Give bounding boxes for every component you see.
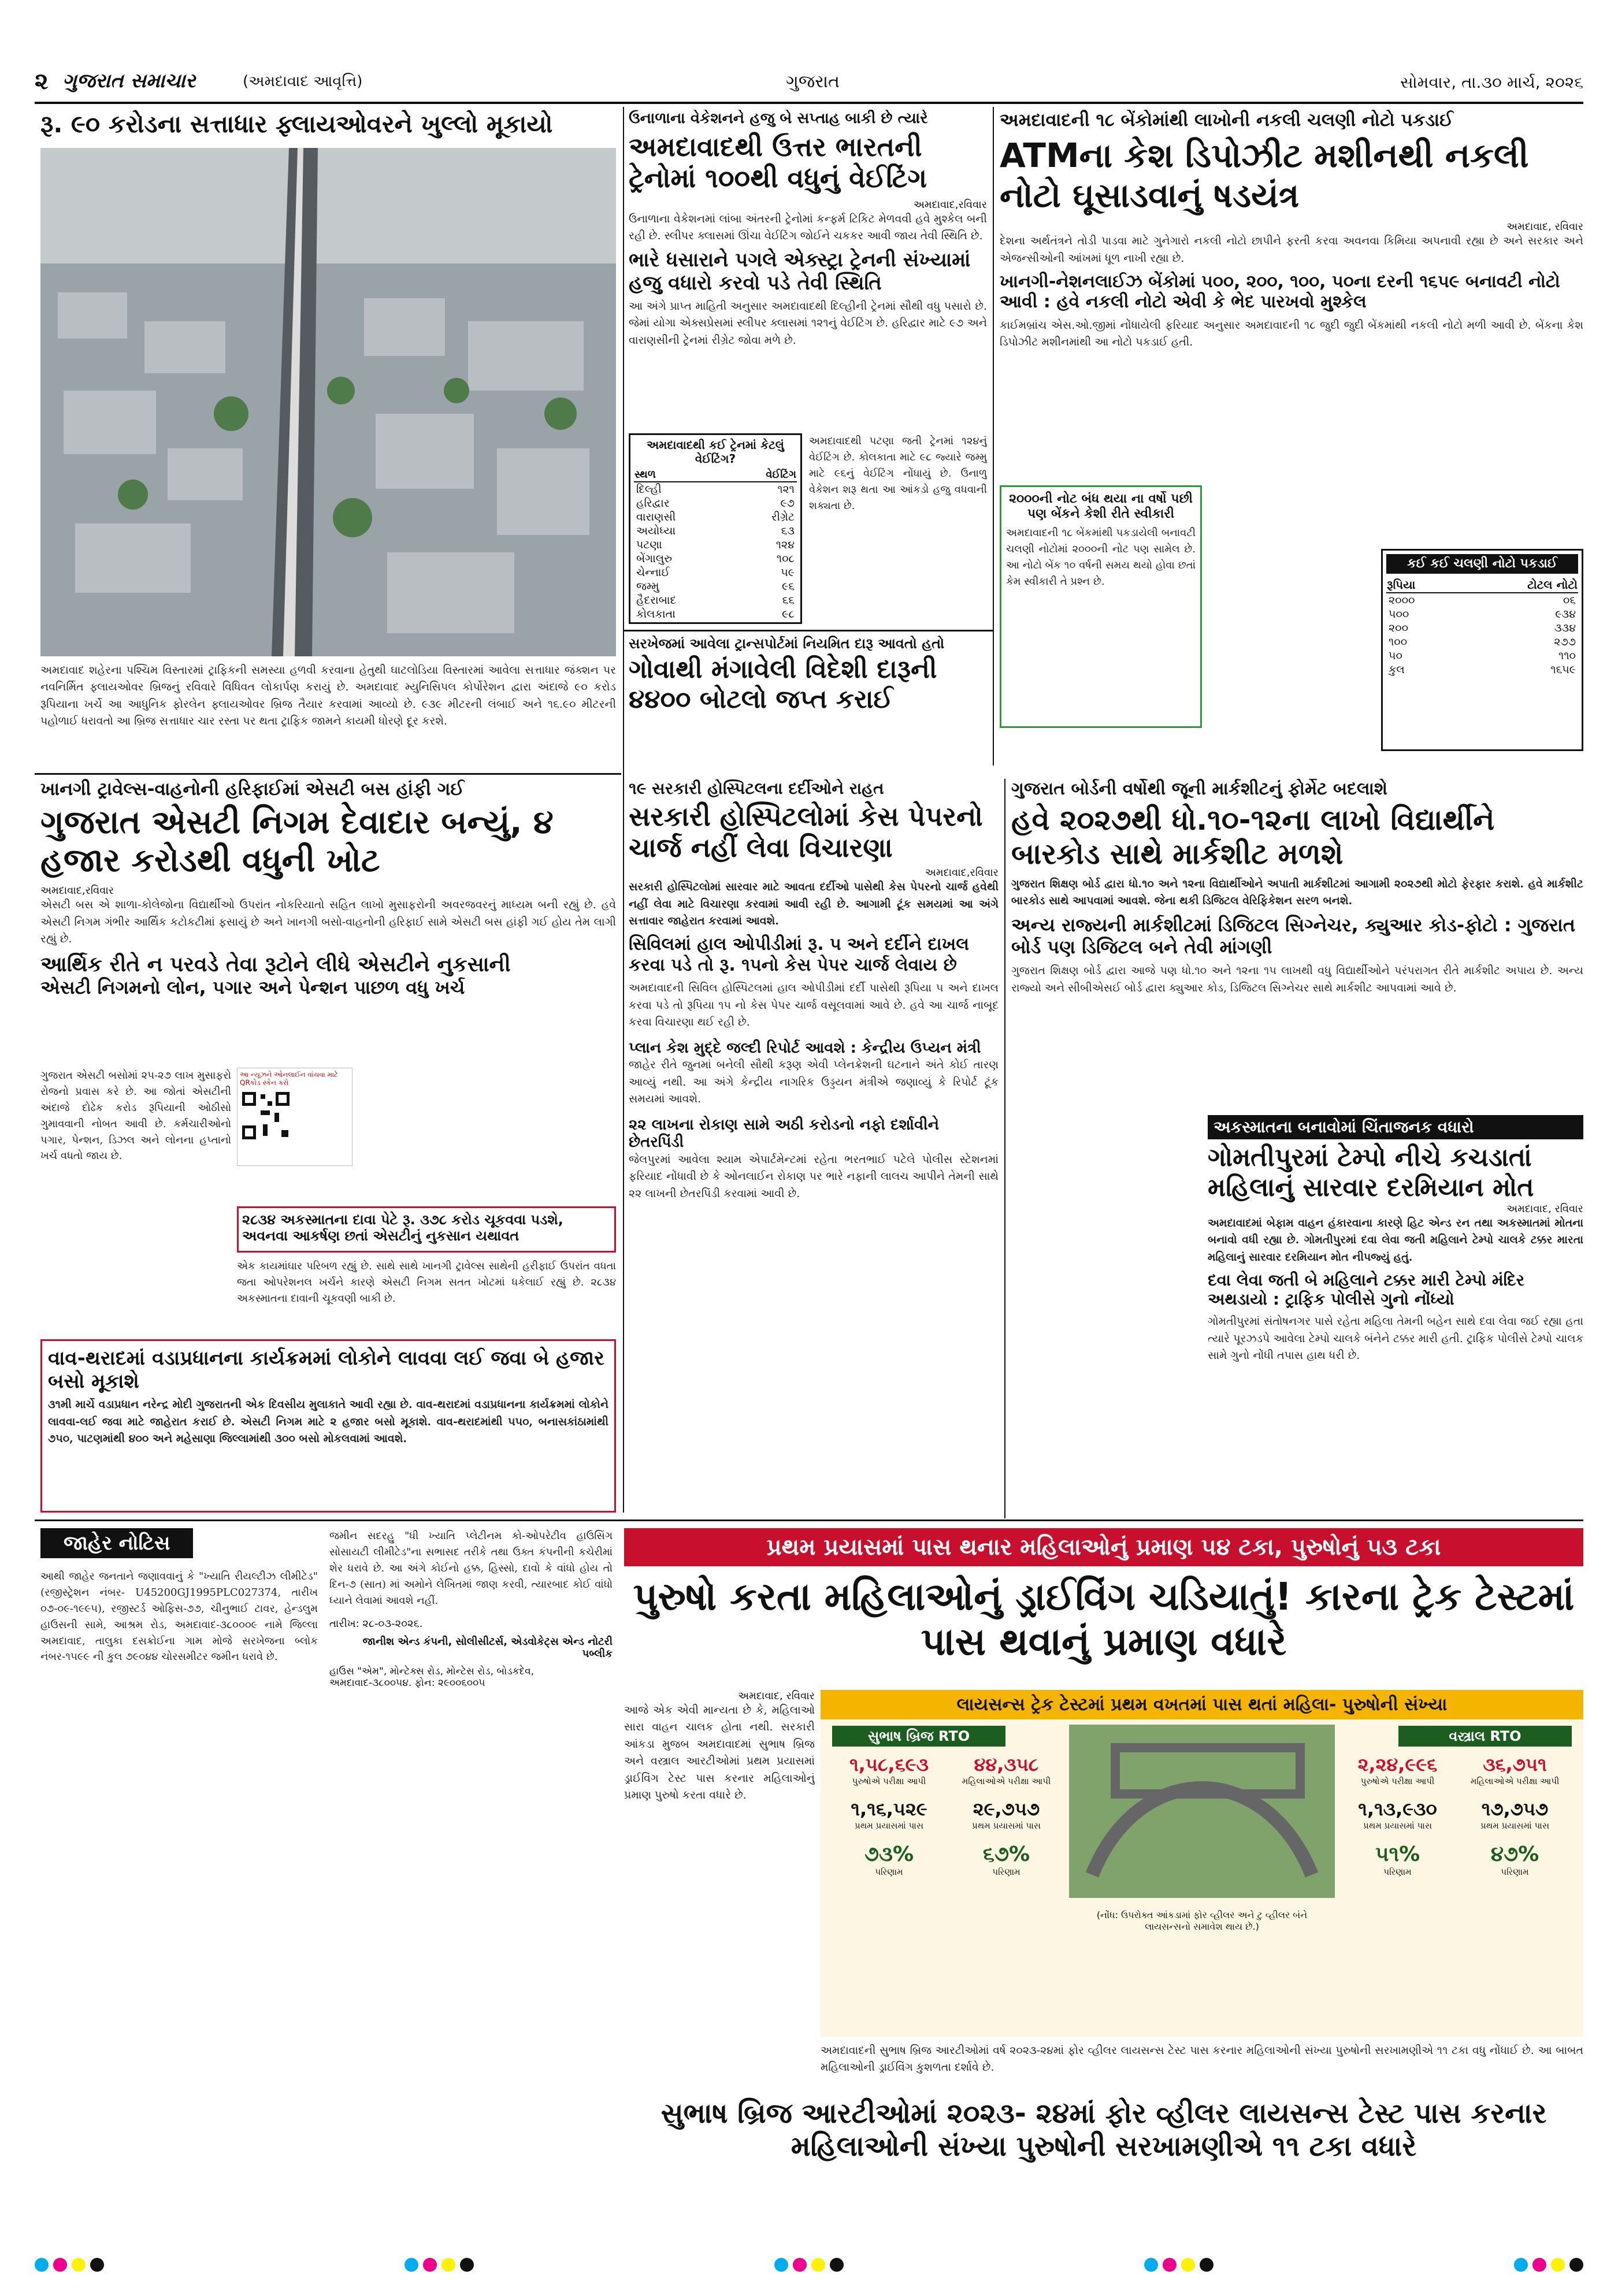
atm-body: દેશના અર્થતંત્રને તોડી પાડવા માટે ગુનેગારો નકલી નોટો છાપીને ફરતી કરવા અવનવા કિમિયા અપનાવી રહ્યા છે અને સરકાર અને એજન્સીઓની આંખમાં ધૂળ નાખી રહ્યા છે. — [1000, 235, 1583, 265]
rto-right-label: વસ્ત્રાલ RTO — [1398, 1726, 1572, 1747]
table-row — [1386, 607, 1578, 621]
notice-date: તારીખ: ૨૮-૦૩-૨૦૨૬. — [329, 1618, 423, 1630]
table-row — [634, 524, 797, 538]
board-body-2: ગુજરાત શિક્ષણ બોર્ડ દ્વારા આજે પણ ધો.૧૦ અને ૧૨ના ૧૫ લાખથી વધુ વિદ્યાર્થીઓને પરંપરાગત રીતે માર્કશીટ અપાય છે. અન્ય રાજ્યો અને સીબીએસઈ બોર્ડ દ્વારા ક્યુઆર કોડ, ડિજિટલ સિગ્નેચર સાથે માર્કશીટ આપવામાં આવે છે. — [1011, 964, 1583, 994]
color-dot — [72, 2258, 86, 2272]
liquor-kicker: સરખેજમાં આવેલા ટ્રાન્સપોર્ટમાં નિયમિત દારૂ આવતો હતો — [629, 636, 945, 652]
color-dot — [423, 2258, 437, 2272]
st-dateline: અમદાવાદ,રવિવાર — [40, 885, 114, 897]
trains-body: ઉનાળાના વેકેશનમાં લાંબા અંતરની ટ્રેનોમાં કન્ફર્મ ટિકિટ મેળવવી હવે મુશ્કેલ બની રહી છે. સ્લીપર ક્લાસમાં ઊંચા વેઈટિંગ જોઈને ચકકર આવી જાય તેવી સ્થિતિ છે. — [629, 212, 987, 243]
flyover-photo — [40, 148, 616, 656]
tempo-story — [1208, 1115, 1583, 1519]
color-dot — [1163, 2258, 1177, 2272]
section-rule — [35, 773, 621, 775]
color-mark-group — [1514, 2258, 1583, 2272]
color-dot — [1144, 2258, 1158, 2272]
color-dot — [1569, 2258, 1583, 2272]
table-header: રૂપિયા — [1387, 577, 1416, 592]
color-dot — [1532, 2258, 1546, 2272]
notice-signature: જાનીશ એન્ડ કંપની, સોલીસીટર્સ, એડવોકેટ્સ એન્ડ નોટરી પબ્લીક — [362, 1636, 613, 1660]
table-cell-value: ૯૭ — [780, 497, 795, 510]
table-cell-value: ૩૩૪ — [1554, 621, 1576, 634]
stat-women-result: ૬૭% પરિણામ — [982, 1842, 1030, 1877]
newspaper-title: ગુજરાત સમાચાર — [62, 69, 196, 92]
trains-kicker: ઉનાળાના વેકેશનને હજુ બે સપ્તાહ બાકી છે ત્યારે — [629, 110, 928, 127]
color-dot — [460, 2258, 474, 2272]
tempo-headline: ગોમતીપુરમાં ટેમ્પો નીચે કચડાતાં મહિલાનું સારવાર દરમિયાન મોત — [1208, 1143, 1534, 1202]
trains-subhead: ભારે ધસારાને પગલે એક્સ્ટ્રા ટ્રેનની સંખ્યામાં હજુ વધારો કરવો પડે તેવી સ્થિતિ — [629, 248, 971, 295]
color-mark-group — [404, 2258, 474, 2272]
table-cell-label: કુલ — [1389, 663, 1405, 676]
notice-address: હાઉસ "એમ", મોન્ટેક્સ રોડ, મોન્ટેસ રોડ, બોડકદેવ, અમદાવાદ-૩૮૦૦૫૪. ફોન: ૨૯૦૦૬૦૦૫ — [329, 1666, 535, 1689]
hospital-subhead: સિવિલમાં હાલ ઓપીડીમાં રૂ. ૫ અને દર્દીને દાખલ કરવા પડે તો રૂ. ૧૫નો કેસ પેપર ચાર્જ લેવાય છે — [629, 934, 970, 975]
infographic-title: લાયસન્સ ટ્રેક ટેસ્ટમાં પ્રથમ વખતમાં પાસ થતાં મહિલા- પુરુષોની સંખ્યા — [821, 1690, 1583, 1719]
waiting-table — [629, 433, 802, 624]
notice-title: જાહેર નોટિસ — [40, 1528, 193, 1558]
table-cell-label: વારાણસી — [636, 511, 676, 524]
table-row — [634, 593, 797, 607]
driving-body-2: અમદાવાદની સુભાષ બ્રિજ આરટીઓમાં વર્ષ ૨૦૨૩-૨૪માં ફોર વ્હીલર લાયસન્સ ટેસ્ટ પાસ કરનાર મહિલાઓની સંખ્યા પુરુષોની સરખામણીએ ૧૧ ટકા વધુ નોંધાઈ છે. આ બાબત મહિલાઓની ડ્રાઈવિંગ કુશળતા દર્શાવે છે. — [821, 2044, 1583, 2074]
driving-banner: પ્રથમ પ્રયાસમાં પાસ થનાર મહિલાઓનું પ્રમાણ ૫૪ ટકા, પુરુષોનું ૫૩ ટકા — [624, 1528, 1583, 1566]
column-rule — [623, 107, 624, 779]
driving-story — [624, 1528, 1583, 2181]
table-cell-value: રીગ્રેટ — [771, 511, 795, 524]
fraud-subhead: ૨૨ લાખના રોકાણ સામે અઠી કરોડનો નફો દર્શાવીને છેતરપિંડી — [629, 1116, 939, 1151]
notes-table — [1381, 549, 1583, 751]
section-rule — [35, 1519, 1583, 1521]
driving-infographic — [821, 1690, 1583, 2037]
color-dot — [1181, 2258, 1195, 2272]
color-dot — [53, 2258, 67, 2272]
table-row — [634, 607, 797, 621]
driving-bottom-headline: સુભાષ બ્રિજ આરટીઓમાં ૨૦૨૩- ૨૪માં ફોર વ્હીલર લાયસન્સ ટેસ્ટ પાસ કરનાર મહિલાઓની સંખ્યા પુરુષોની સરખામણીએ ૧૧ ટકા વધારે — [660, 2097, 1547, 2163]
table-cell-label: પટણા — [636, 538, 662, 552]
stat-women-pass: ૧૭,૭૫૭ પ્રથમ પ્રયાસમાં પાસ — [1480, 1798, 1550, 1831]
color-dot — [793, 2258, 807, 2272]
table-cell-label: ચેન્નાઈ — [636, 566, 670, 579]
table-cell-label: ૧૦૦ — [1389, 635, 1408, 648]
fraud-body: જેલપુરમાં આવેલા શ્યામ એપાર્ટમેન્ટમાં રહેતા ભરતભાઈ પટેલે પોલીસ સ્ટેશનમાં ફરિયાદ નોંધાવી છે કે ઓનલાઈન રોકાણ પર ભારે નફાની લાલચ આપીને તેમની સાથે ૨૨ લાખની છેતરપિંડી કરવામાં આવી છે. — [629, 1153, 999, 1200]
flyover-body: અમદાવાદ શહેરના પશ્ચિમ વિસ્તારમાં ટ્રાફિકની સમસ્યા હળવી કરવાના હેતુથી ઘાટલોડિયા વિસ્તારમાં આવેલા સત્તાધાર જંક્શન પર નવનિર્મિત ફ્લાયઓવર બ્રિજનું રવિવારે વિધિવત લોકાર્પણ કરાયું છે. અમદાવાદ મ્યુનિસિપલ કોર્પોરેશન દ્વારા અંદાજે ૯૦ કરોડ રૂપિયાના ખર્ચે આ આધુનિક ફોરલેન ફ્લાયઓવર બ્રિજ તૈયાર કરવામાં આવ્યો છે. ૯૩૯ મીટરની લંબાઈ અને ૧૬.૯૦ મીટરની પહોળાઈ ધરાવતો આ બ્રિજ સત્તાધાર ચાર રસ્તા પર થતા ટ્રાફિક જામને કાયમી ધોરણે દૂર કરશે. — [40, 664, 616, 728]
print-color-marks — [35, 2253, 1583, 2276]
table-cell-value: ૬૩ — [781, 525, 795, 538]
table-header: વેઈટિંગ — [766, 469, 796, 481]
board-story — [1011, 779, 1583, 1114]
column-rule — [623, 779, 624, 1513]
color-dot — [1200, 2258, 1214, 2272]
table-cell-value: ૯૬ — [782, 580, 795, 593]
liquor-story — [629, 636, 987, 774]
stat-women-pass: ૨૯,૭૫૭ પ્રથમ પ્રયાસમાં પાસ — [971, 1798, 1041, 1831]
section-name: ગુજરાત — [786, 72, 840, 92]
tempo-body: અમદાવાદમાં બેફામ વાહન હંકારવાના કારણે હિટ એન્ડ રન તથા અકસ્માતમાં મોતના બનાવો વધી રહ્યા છે. ગોમતીપુરમાં દવા લેવા જતી મહિલાને ટેમ્પો ચાલકે ટક્કર મારતા મહિલાનું સારવાર દરમિયાન મોત નીપજ્યું હતું. — [1208, 1216, 1583, 1264]
color-dot — [774, 2258, 788, 2272]
table-cell-label: ૫૦ — [1389, 649, 1402, 662]
st-body-2: ગુજરાત એસટી બસોમાં ૨૫-૨૭ લાખ મુસાફરો રોજનો પ્રવાસ કરે છે. આ જોતાં એસટીની અંદાજે દોઢેક કરોડ રૂપિયાની ઓઠીસો ગુમાવવાની નોબત આવી છે. કર્મચારીઓનો પગાર, પેન્શન, ડિઝલ અને લોનના હપ્તાનો ખર્ચ વધતો જાય છે. — [40, 1069, 231, 1162]
table-row — [634, 552, 797, 566]
table-header: સ્થળ — [634, 469, 656, 481]
vav-headline: વાવ-થરાદમાં વડાપ્રધાનના કાર્યક્રમમાં લોકોને લાવવા લઈ જવા બે હજાર બસો મૂકાશે — [48, 1347, 604, 1394]
qr-caption: આ ન્યૂઝને ઓનલાઈન વાંચવા માટે QRકોડ સ્કેન કરો — [240, 1071, 338, 1087]
notice-right-col — [329, 1528, 613, 2175]
table-cell-value: ૬૬ — [782, 594, 795, 607]
table-cell-value: ૧૧૦ — [1558, 649, 1576, 662]
table-cell-label: હરિદ્વાર — [636, 497, 670, 510]
stat-women-tests: ૩૬,૭૫૧ મહિલાઓએ પરીક્ષા આપી — [1470, 1753, 1560, 1786]
table-cell-value: ૨૭૭ — [1554, 635, 1576, 648]
table-cell-label: જમ્મુ — [636, 580, 659, 593]
table-header: ટોટલ નોટો — [1527, 577, 1578, 592]
st-subhead: આર્થિક રીતે ન પરવડે તેવા રૂટોને લીધે એસટીને નુકસાની — [40, 952, 511, 976]
driving-text-col — [624, 1690, 815, 2037]
color-dot — [441, 2258, 455, 2272]
table-cell-label: ૨૦૦૦ — [1389, 593, 1415, 607]
table-cell-label: હૈદરાબાદ — [636, 594, 677, 607]
table-row — [634, 510, 797, 524]
table-row — [634, 538, 797, 552]
infographic-note: (નોંધ: ઉપરોક્ત આંકડામાં ફોર વ્હીલર અને ટુ વ્હીલર બંને લાયસન્સનો સમાવેશ થાય છે.) — [1096, 1909, 1308, 1932]
atm-subhead: ખાનગી-નેશનલાઈઝ બેંકોમાં ૫૦૦, ૨૦૦, ૧૦૦, ૫૦ના દરની ૧૬૫૯ બનાવટી નોટો આવી : હવે નકલી નોટો એવી કે ભેદ પારખવો મુશ્કેલ — [1000, 271, 1560, 313]
notice-body-2: જમીન સદરહુ "ધી ખ્યાતિ પ્લેટીનમ કો-ઓપરેટીવ હાઉસિંગ સોસાયટી લીમીટેડ"ના સભાસદ તરીકે તથા ઉક્ત કંપનીની કચેરીમાં શેર ધરાવે છે. આ અંગે કોઈનો હક્ક, હિસ્સો, દાવો કે વાંધો હોય તો દિન-૭ (સાત) માં અમોને લેખિતમાં જાણ કરવી, ત્યારબાદ કોઈ વાંધો ધ્યાને લેવામાં આવશે નહીં. — [329, 1530, 613, 1607]
vav-body: ૩૧મી માર્ચે વડાપ્રધાન નરેન્દ્ર મોદી ગુજરાતની એક દિવસીય મુલાકાતે આવી રહ્યા છે. વાવ-થરાદમાં વડાપ્રધાનના કાર્યક્રમમાં લોકોને લાવવા-લઈ જવા માટે જાહેરાત કરાઈ છે. એસટી નિગમ માટે ૨ હજાર બસો મૂકાશે. વાવ-થરાદમાંથી ૫૫૦, બનાસકાંઠામાંથી ૭૫૦, પાટણમાંથી ૪૦૦ અને મહેસાણા જિલ્લામાંથી ૩૦૦ બસો મોકલવામાં આવશે. — [48, 1398, 608, 1446]
flyover-aerial-image — [40, 148, 616, 656]
table-row — [1386, 635, 1578, 649]
board-subhead: અન્ય રાજ્યની માર્કશીટમાં ડિજિટલ સિગ્નેચર, ક્યુઆર કોડ-ફોટો : ગુજરાત બોર્ડ પણ ડિજિટલ બને તેવી માંગણી — [1011, 913, 1576, 958]
waiting-table-grid — [634, 468, 797, 621]
color-dot — [404, 2258, 418, 2272]
table-row — [1386, 593, 1578, 607]
rto-left-label: સુભાષ બ્રિજ RTO — [832, 1726, 1005, 1747]
table-cell-label: ૫૦૦ — [1389, 607, 1409, 621]
atm-story — [1000, 110, 1583, 768]
board-headline: હવે ૨૦૨૭થી ધો.૧૦-૧૨ના લાખો વિદ્યાર્થીને બારકોડ સાથે માર્કશીટ મળશે — [1011, 803, 1495, 871]
table-row — [634, 482, 797, 496]
notice-body: આથી જાહેર જનતાને જણાવવાનું કે "ખ્યાતિ રીયલ્ટીઝ લીમીટેડ" (રજીસ્ટ્રેશન નંબર- U45200GJ1995PLC027374, તારીખ ૦૭-૦૯-૧૯૯૫), રજીસ્ટર્ડ ઓફિસ-૭૭, ચીનુભાઈ ટાવર, હેન્ડલુમ હાઉસની સામે, આશ્રમ રોડ, અમદાવાદ-૩૮૦૦૦૯ નામે જિલ્લા અમદાવાદ, તાલુકા દસક્રોઈના ગામ મોજે સરખેજના બ્લોક નંબર-૧૫૯૯ ની કુલ ૭૯૦૪૪ ચોરસમીટર જમીન ધરાવે છે. — [40, 1570, 318, 1663]
color-dot — [90, 2258, 104, 2272]
driving-headline: પુરુષો કરતા મહિલાઓનું ડ્રાઈવિંગ ચડિયાતું! કારના ટ્રેક ટેસ્ટમાં પાસ થવાનું પ્રમાણ વધારે — [633, 1574, 1575, 1664]
trains-story — [629, 110, 987, 630]
liquor-headline: ગોવાથી મંગાવેલી વિદેશી દારૂની ૪૪૦૦ બોટલો જપ્ત કરાઈ — [629, 654, 937, 714]
qr-block — [237, 1068, 352, 1166]
color-dot — [830, 2258, 844, 2272]
table-row — [1386, 621, 1578, 635]
table-cell-label: ૨૦૦ — [1389, 621, 1409, 634]
color-mark-group — [1144, 2258, 1214, 2272]
vastral-stats — [1341, 1753, 1572, 2025]
hospital-dateline: અમદાવાદ,રવિવાર — [925, 867, 999, 879]
tempo-dateline: અમદાવાદ, રવિવાર — [1506, 1202, 1583, 1215]
plane-subhead: પ્લાન કેશ મુદ્દે જલ્દી રિપોર્ટ આવશે : કેન્દ્રીય ઉપ્યન મંત્રી — [629, 1039, 981, 1057]
trains-headline: અમદાવાદથી ઉત્તર ભારતની ટ્રેનોમાં ૧૦૦થી વધુનું વેઈટિંગ — [629, 131, 927, 194]
edition: (અમદાવાદ આવૃત્તિ) — [243, 73, 363, 90]
trains-body-3: અમદાવાદથી પટણા જતી ટ્રેનમાં ૧૨૪નું વેઈટિંગ છે. કોલકાતા માટે ૯૮ જ્યારે જમ્મુ માટે ૯૬નું વેઈટિંગ નોંધાયું છે. ઉનાળુ વેકેશન શરૂ થતા આ આંકડો હજુ વધવાની શક્યતા છે. — [809, 435, 987, 512]
st-story — [40, 779, 616, 1333]
table-row — [634, 579, 797, 593]
table-cell-label: અયોધ્યા — [636, 525, 676, 538]
public-notice — [40, 1528, 613, 2181]
stat-men-tests: ૧,૫૮,૬૯૩ પુરુષોએ પરીક્ષા આપી — [849, 1753, 929, 1786]
color-dot — [811, 2258, 825, 2272]
atm-headline: ATMના કેશ ડિપોઝીટ મશીનથી નકલી નોટો ઘૂસાડવાનું ષડયંત્ર — [1000, 136, 1529, 215]
color-mark-group — [774, 2258, 844, 2272]
atm-inset-body: અમદાવાદની ૧૮ બેંકમાંથી પકડાયેલી બનાવટી ચલણી નોટોમાં ૨૦૦૦ની નોટ પણ સામેલ છે. આ નોટો બેંક ૧૦ વર્ષની સમય થયો હોવા છતાં કેમ સ્વીકારી તે પ્રશ્ન છે. — [1006, 526, 1196, 588]
subhash-stats — [832, 1753, 1063, 2025]
table-row — [1386, 649, 1578, 663]
table-row — [634, 496, 797, 510]
page-number: ૨ — [35, 68, 49, 95]
hospital-body: સરકારી હોસ્પિટલોમાં સારવાર માટે આવતા દર્દીઓ પાસેથી કેસ પેપરનો ચાર્જ હવેથી નહીં લેવા માટે વિચારણા કરવામાં આવી રહી છે. આગામી ટૂંક સમયમાં આ અંગે સત્તાવાર જાહેરાત કરવામાં આવશે. — [629, 880, 999, 927]
atm-inset-title: ૨૦૦૦ની નોટ બંધ થયા ના વર્ષો પછી પણ બેંકને કેશી રીતે સ્વીકારી — [1009, 492, 1193, 521]
table-cell-value: ૧૬૫૯ — [1550, 663, 1576, 676]
table-cell-value: ૯૮ — [782, 608, 795, 621]
column-rule — [993, 107, 994, 766]
board-body: ગુજરાત શિક્ષણ બોર્ડ દ્વારા ધો.૧૦ અને ૧૨ના વિદ્યાર્થીઓને અપાતી માર્કશીટમાં આગામી ૨૦૨૭થી મોટો ફેરફાર કરાશે. હવે માર્કશીટ બારકોડ સાથે આપવામાં આવશે. જેના થકી ડિજિટલ વેરિફિકેશન સરળ બનશે. — [1011, 878, 1583, 908]
hospital-kicker: ૧૯ સરકારી હોસ્પિટલના દર્દીઓને રાહત — [629, 779, 884, 798]
driving-body: આજે એક એવી માન્યતા છે કે, મહિલાઓ સારા વાહન ચાલક હોતા નથી. સરકારી આંકડા મુજબ અમદાવાદમાં સુભાષ બ્રિજ અને વસ્ત્રાલ આરટીઓમાં પ્રથમ પ્રયાસમાં ડ્રાઈવિંગ ટેસ્ટ પાસ કરનાર મહિલાઓનું પ્રમાણ પુરુષો કરતા વધારે છે. — [624, 1704, 815, 1802]
st-alert-box — [237, 1206, 616, 1253]
flyover-story — [40, 110, 616, 768]
hospital-story — [629, 779, 999, 1518]
table-cell-value: ૫૯ — [781, 566, 795, 579]
atm-inset-box — [1000, 485, 1202, 728]
st-body: એસટી બસ એ શાળા-કોલેજોના વિદ્યાર્થીઓ ઉપરાંત નોકરિયાતો સહિત લાખો મુસાફરોની અવરજવરનું માધ્યમ બની રહ્યું છે. હવે એસટી નિગમ ગંભીર આર્થિક કટોકટીમાં ફસાયું છે અને ખાનગી બસો-વાહનોની હરિફાઈ સામે એસટી બસ હાંફી ગઈ હોય તેમ લાગી રહ્યું છે. — [40, 898, 616, 946]
st-kicker: ખાનગી ટ્રાવેલ્સ-વાહનોની હરિફાઈમાં એસટી બસ હાંફી ગઈ — [40, 779, 465, 800]
stat-women-result: ૪૭% પરિણામ — [1490, 1842, 1539, 1877]
color-dot — [1551, 2258, 1565, 2272]
driving-dateline: અમદાવાદ, રવિવાર — [738, 1690, 815, 1702]
section-rule — [623, 630, 993, 631]
issue-date: સોમવાર, તા.૩૦ માર્ચ, ૨૦૨૬ — [1400, 73, 1583, 92]
board-kicker: ગુજરાત બોર્ડની વર્ષોથી જૂની માર્કશીટનું ફોર્મેટ બદલાશે — [1011, 779, 1388, 799]
stat-men-pass: ૧,૧૩,૯૩૦ પ્રથમ પ્રયાસમાં પાસ — [1358, 1798, 1437, 1831]
plane-body: જાહેર રીતે જુનમાં બનેલી સૌથી કરૂણ એવી પ્લેનક્રેશની ઘટનાને અંતે કોઈ તારણ આવ્યું નથી. આ અંગે કેન્દ્રીય નાગરિક ઉડ્ડયન મંત્રીએ જણાવ્યું કે રિપોર્ટ ટૂંક સમયમાં આવશે. — [629, 1058, 999, 1106]
color-dot — [1514, 2258, 1528, 2272]
notes-table-grid — [1386, 577, 1578, 677]
table-cell-value: ૯૩૪ — [1555, 607, 1576, 621]
st-subhead-2: એસટી નિગમનો લોન, પગાર અને પેન્શન પાછળ વધુ ખર્ચ — [40, 976, 465, 999]
trains-body-2: આ અંગે પ્રાપ્ત માહિતી અનુસાર અમદાવાદથી દિલ્હીની ટ્રેનમાં સૌથી વધુ પસારો છે. જેમાં યોગા એક્સપ્રેસમાં સ્લીપર ક્લાસમાં ૧૨૧નું વેઈટિંગ છે. હરિદ્વાર માટે ૯૭ અને વારાણસીની ટ્રેનમાં રીગ્રેટ જોવા મળે છે. — [629, 299, 987, 347]
trains-dateline: અમદાવાદ,રવિવાર — [913, 198, 987, 211]
atm-body-2: કાઈમબ્રાંચ એસ.ઓ.જીમાં નોંધાયેલી ફરિયાદ અનુસાર અમદાવાદની ૧૮ જુદી જુદી બેંકમાંથી નકલી નોટો મળી આવી છે. બેંકના કેશ ડિપોઝીટ મશીનમાંથી આ નોટો પકડાઈ હતી. — [1000, 318, 1583, 349]
table-cell-value: ૧૨૪ — [775, 538, 795, 552]
vav-story — [40, 1339, 616, 1513]
tempo-body-2: ગોમતીપુરમાં સંતોષનગર પાસે રહેતા મહિલા તેમની બહેન સાથે દવા લેવા જઈ રહ્યા હતા ત્યારે પૂરઝડપે આવેલા ટેમ્પો ચાલકે બંનેને ટક્કર મારી હતી. ટ્રાફિક પોલીસે ટેમ્પો ચાલક સામે ગુનો નોંધી તપાસ હાથ ધરી છે. — [1208, 1315, 1583, 1362]
table-cell-value: ૧૦૮ — [776, 552, 795, 566]
color-dot — [35, 2258, 49, 2272]
track-photo — [1069, 1725, 1335, 1898]
masthead-rule — [35, 102, 1583, 104]
st-headline: ગુજરાત એસટી નિગમ દેવાદાર બન્યું, ૪ હજાર કરોડથી વધુની ખોટ — [40, 804, 554, 880]
stat-men-pass: ૧,૧૬,૫૨૯ પ્રથમ પ્રયાસમાં પાસ — [851, 1798, 927, 1831]
stat-women-tests: ૪૪,૩૫૮ મહિલાઓએ પરીક્ષા આપી — [962, 1753, 1051, 1786]
stat-men-result: ૫૧% પરિણામ — [1375, 1842, 1420, 1877]
notes-table-title: કઈ કઈ ચલણી નોટો પકડાઈ — [1386, 554, 1578, 574]
color-mark-group — [35, 2258, 104, 2272]
atm-kicker: અમદાવાદની ૧૮ બેંકોમાંથી લાખોની નકલી ચલણી નોટો પકડાઈ — [1000, 110, 1453, 131]
stat-men-result: ૭૩% પરિણામ — [864, 1842, 914, 1877]
column-rule — [1004, 779, 1005, 1518]
flyover-headline: રૂ. ૯૦ કરોડના સત્તાધાર ફ્લાયઓવરને ખુલ્લો મૂકાયો — [40, 110, 553, 138]
table-row — [1386, 663, 1578, 677]
hospital-headline: સરકારી હોસ્પિટલોમાં કેસ પેપરનો ચાર્જ નહીં લેવા વિચારણા — [629, 800, 983, 863]
table-cell-value: ૦૬ — [1563, 593, 1576, 607]
tempo-subhead: દવા લેવા જતી બે મહિલાને ટક્કર મારી ટેમ્પો મંદિર અથડાયો : ટ્રાફિક પોલીસે ગુનો નોંધ્યો — [1208, 1270, 1525, 1309]
hospital-body-2: અમદાવાદની સિવિલ હોસ્પિટલમાં હાલ ઓપીડીમાં દર્દી પાસેથી રૂપિયા ૫ અને દાખલ કરવા પડે તો રૂપિયા ૧૫ નો કેસ પેપર ચાર્જ વસૂલવામાં આવે છે. હવે આ ચાર્જ નાબૂદ કરવા વિચારણા થઈ રહી છે. — [629, 982, 999, 1029]
masthead — [35, 68, 1583, 98]
table-cell-value: ૧૨૧ — [777, 483, 795, 496]
waiting-table-title: અમદાવાદથી કઈ ટ્રેનમાં કેટલું વેઈટિંગ? — [647, 438, 784, 466]
table-row — [634, 566, 797, 579]
table-cell-label: કોલકાતા — [636, 608, 676, 621]
st-alert-text: ૨૮૩૪ અકસ્માતના દાવા પેટે રૂ. ૩૭૮ કરોડ ચૂકવવા પડશે, અવનવા આકર્ષણ છતાં એસટીનું નુકસાન યથાવત — [242, 1212, 563, 1244]
table-cell-label: બેંગાલુરુ — [636, 552, 673, 566]
st-body-3: એક કાયમાંઘાર પરિબળ રહ્યું છે. સાથે સાથે ખાનગી ટ્રાવેલ્સ સાથેની હરીફાઈ ઉપરાંત વધતા જતા ઓપરેશનલ ખર્ચને કારણે એસટી નિગમ સતત ખોટમાં ધકેલાઈ રહ્યું છે. ૨૮૩૪ અકસ્માતના દાવાની ચૂકવણી બાકી છે. — [237, 1260, 616, 1305]
qr-code-icon[interactable] — [240, 1090, 292, 1142]
table-cell-label: દિલ્હી — [636, 483, 662, 496]
atm-dateline: અમદાવાદ, રવિવાર — [1506, 221, 1583, 233]
tempo-kicker: અકસ્માતના બનાવોમાં ચિંતાજનક વધારો — [1208, 1115, 1583, 1139]
stat-men-tests: ૨,૨૪,૯૯૬ પુરુષોએ પરીક્ષા આપી — [1357, 1753, 1438, 1786]
